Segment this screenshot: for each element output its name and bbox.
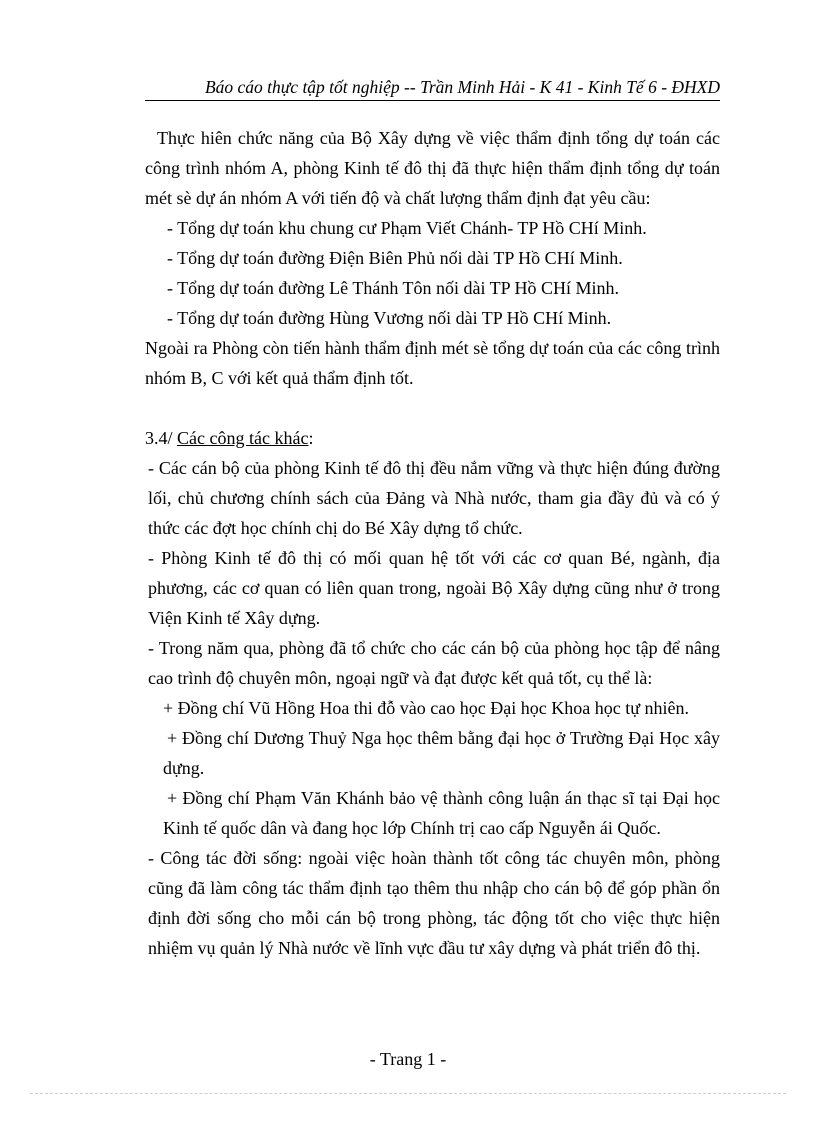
page-bottom-divider <box>30 1093 786 1094</box>
point-paragraph: - Các cán bộ của phòng Kinh tế đô thị đều nắm vững và thực hiện đúng đường lối, chủ chương chính sách của Đảng và Nhà nước, tham gia đầy đủ và có ý thức các đợt học chính chị do Bé Xây dựng tổ chức. <box>148 458 720 538</box>
sub-point: + Đồng chí Vũ Hồng Hoa thi đỗ vào cao học Đại học Khoa học tự nhiên. <box>163 698 689 718</box>
section-number: 3.4/ <box>145 428 178 448</box>
list-item: - Tổng dự toán khu chung cư Phạm Viết Chánh- TP Hồ CHí Minh. <box>167 218 647 238</box>
list-item: - Tổng dự toán đường Điện Biên Phủ nối dài TP Hồ CHí Minh. <box>167 248 623 268</box>
page-number: - Trang 1 - <box>369 1049 447 1069</box>
document-body <box>145 123 720 963</box>
intro-closing-paragraph: Ngoài ra Phòng còn tiến hành thẩm định mét sè tổng dự toán của các công trình nhóm B, C với kết quả thẩm định tốt. <box>145 338 720 388</box>
spacer <box>145 393 720 423</box>
list-item: - Tổng dự toán đường Lê Thánh Tôn nối dài TP Hồ CHí Minh. <box>167 278 620 298</box>
section-title: Các công tác khác <box>177 428 309 448</box>
sub-point: + Đồng chí Phạm Văn Khánh bảo vệ thành công luận án thạc sĩ tại Đại học Kinh tế quốc dân và đang học lớp Chính trị cao cấp Nguyễn ái Quốc. <box>163 788 720 838</box>
section-heading <box>145 423 720 453</box>
sub-point: + Đồng chí Dương Thuỷ Nga học thêm bằng đại học ở Trường Đại Học xây dựng. <box>163 728 720 778</box>
point-paragraph: - Công tác đời sống: ngoài việc hoàn thành tốt công tác chuyên môn, phòng cũng đã làm công tác thẩm định tạo thêm thu nhập cho cán bộ để góp phần ổn định đời sống cho mỗi cán bộ trong phòng, tác động tốt cho việc thực hiện nhiệm vụ quản lý Nhà nước về lĩnh vực đầu tư xây dựng và phát triển đô thị. <box>148 848 720 958</box>
section-colon: : <box>308 428 314 448</box>
intro-paragraph: Thực hiên chức năng của Bộ Xây dựng về việc thẩm định tổng dự toán các công trình nhóm A, phòng Kinh tế đô thị đã thực hiện thẩm định tổng dự toán mét sè dự án nhóm A với tiến độ và chất lượng thẩm định đạt yêu cầu: <box>145 128 720 208</box>
point-paragraph: - Trong năm qua, phòng đã tổ chức cho các cán bộ của phòng học tập để nâng cao trình độ chuyên môn, ngoại ngữ và đạt được kết quả tốt, cụ thể là: <box>148 638 720 688</box>
running-header: Báo cáo thực tập tốt nghiệp -- Trần Minh Hải - K 41 - Kinh Tế 6 - ĐHXD <box>145 76 720 101</box>
list-item: - Tổng dự toán đường Hùng Vương nối dài TP Hồ CHí Minh. <box>167 308 612 328</box>
point-paragraph: - Phòng Kinh tế đô thị có mối quan hệ tốt với các cơ quan Bé, ngành, địa phương, các cơ quan có liên quan trong, ngoài Bộ Xây dựng cũng như ở trong Viện Kinh tế Xây dựng. <box>148 548 720 628</box>
